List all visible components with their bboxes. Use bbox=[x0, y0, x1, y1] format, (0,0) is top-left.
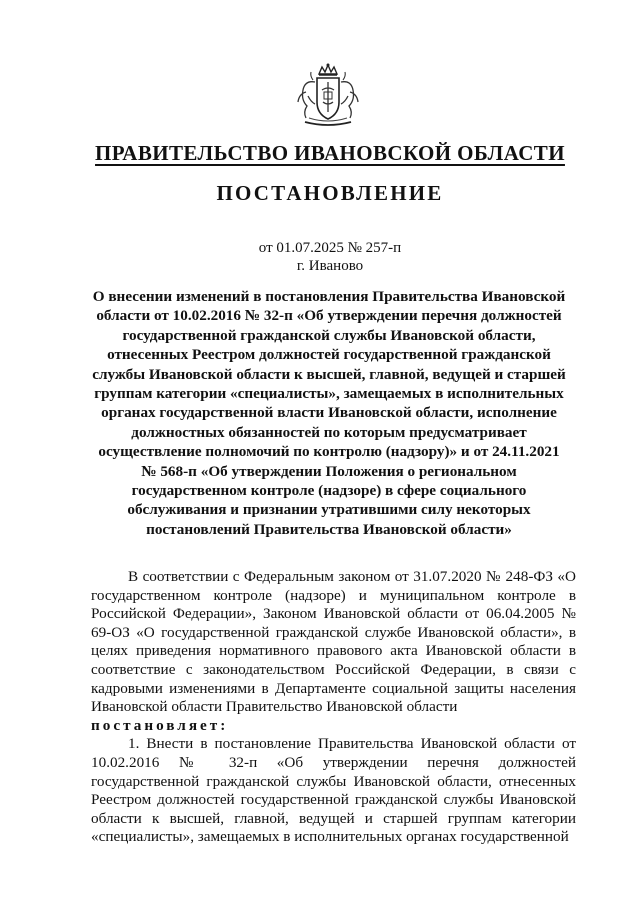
preamble-paragraph: В соответствии с Федеральным законом от 31.07.2020 № 248-ФЗ «О государственном контроле (надзоре) и муниципальном контроле в Российской Федерации», Законом Ивановской области от 06.04.2005 № 69-ОЗ «О государственной гражданской службе Ивановской области», в целях приведения нормативного правового акта Ивановской области в соответствие с законодательством Российской Федерации, в связи с кадровыми изменениями в Департаменте социальной защиты населения Ивановской области Правительство Ивановской области bbox=[91, 568, 576, 716]
document-body bbox=[91, 568, 576, 847]
item-1-paragraph: 1. Внести в постановление Правительства Ивановской области от 10.02.2016 № 32-п «Об утверждении перечня должностей государственной гражданской службы Ивановской области, отнесенных Реестром должностей государственной гражданской службы Ивановской области к высшей, главной, ведущей и старшей группам категории «специалисты», замещаемых в исполнительных органах государственной bbox=[91, 735, 576, 846]
date-number: от 01.07.2025 № 257-п bbox=[258, 240, 402, 256]
document-type: ПОСТАНОВЛЕНИЕ bbox=[216, 181, 444, 205]
coat-of-arms-emblem bbox=[293, 62, 363, 130]
document-meta bbox=[60, 239, 600, 275]
document-heading: О внесении изменений в постановления Правительства Ивановской области от 10.02.2016 № 32-п «Об утверждении перечня должностей государственной гражданской службы Ивановской области, отнесенных Реестром должностей государственной гражданской службы Ивановской области к высшей, главной, ведущей и старшей группам категории «специалисты», замещаемых в исполнительных органах государственной власти Ивановской области, исполнение должностных обязанностей по которым предусматривает осуществление полномочий по контролю (надзору)» и от 24.11.2021 № 568-п «Об утверждении Положения о региональном государственном контроле (надзоре) в сфере социального обслуживания и признании утратившими силу некоторых постановлений Правительства Ивановской области» bbox=[92, 288, 566, 538]
city: г. Иваново bbox=[296, 258, 364, 274]
organization-title: ПРАВИТЕЛЬСТВО ИВАНОВСКОЙ ОБЛАСТИ bbox=[95, 141, 565, 165]
resolve-word: постановляет: bbox=[91, 716, 229, 734]
